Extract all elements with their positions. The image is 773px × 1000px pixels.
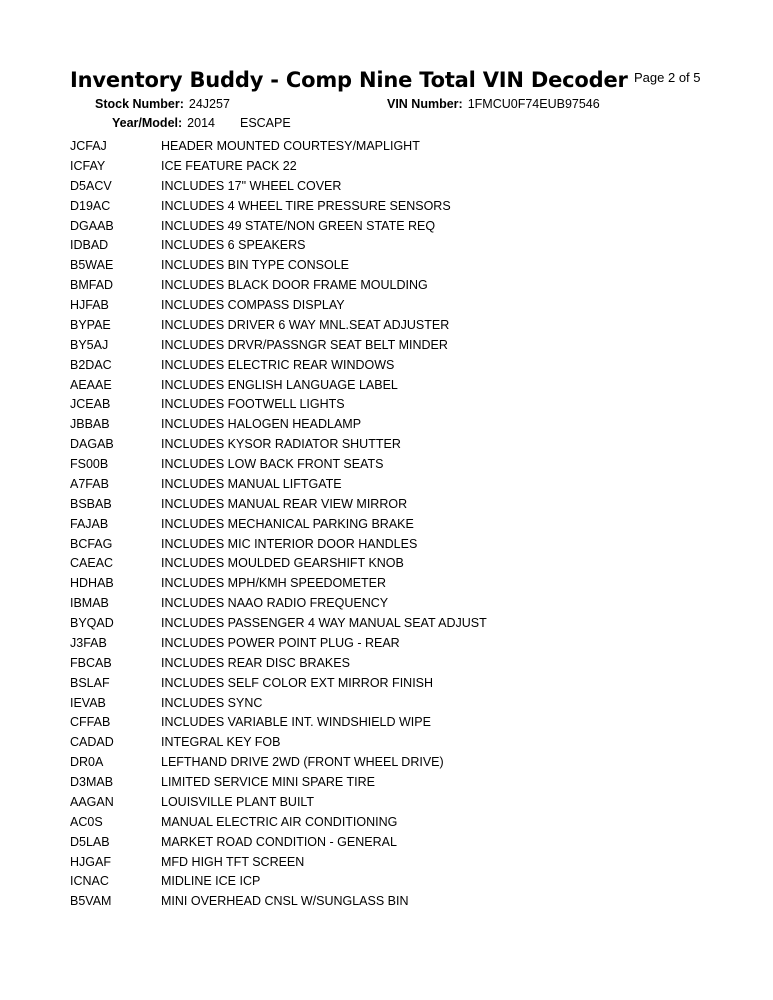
option-row — [70, 177, 487, 197]
option-description: MANUAL ELECTRIC AIR CONDITIONING — [161, 814, 398, 829]
option-code-list — [70, 137, 487, 912]
option-description: INTEGRAL KEY FOB — [161, 735, 281, 750]
option-description: LEFTHAND DRIVE 2WD (FRONT WHEEL DRIVE) — [161, 755, 444, 770]
option-code: D5LAB — [70, 834, 110, 849]
option-row — [70, 535, 487, 555]
option-description: INCLUDES LOW BACK FRONT SEATS — [161, 457, 384, 471]
year-value: 2014 — [187, 116, 215, 130]
option-description: INCLUDES VARIABLE INT. WINDSHIELD WIPE — [161, 715, 431, 730]
option-description: ICE FEATURE PACK 22 — [161, 158, 297, 173]
option-code: D3MAB — [70, 775, 114, 789]
stock-number — [95, 97, 230, 111]
vin-number-value: 1FMCU0F74EUB97546 — [467, 97, 600, 111]
option-description: INCLUDES POWER POINT PLUG - REAR — [161, 635, 400, 650]
option-row — [70, 376, 487, 396]
option-description: LOUISVILLE PLANT BUILT — [161, 794, 315, 809]
option-description: INCLUDES KYSOR RADIATOR SHUTTER — [161, 437, 401, 452]
option-code: IEVAB — [70, 695, 106, 710]
option-description: INCLUDES 6 SPEAKERS — [161, 238, 306, 253]
option-row — [70, 256, 487, 276]
option-code: JBBAB — [70, 417, 110, 432]
option-row — [70, 713, 487, 733]
option-description: HEADER MOUNTED COURTESY/MAPLIGHT — [161, 139, 420, 153]
option-description: INCLUDES DRIVER 6 WAY MNL.SEAT ADJUSTER — [161, 317, 450, 332]
option-row — [70, 654, 487, 674]
option-row — [70, 395, 487, 415]
option-description: INCLUDES DRVR/PASSNGR SEAT BELT MINDER — [161, 337, 448, 352]
option-code: FBCAB — [70, 655, 112, 670]
option-code: DR0A — [70, 755, 104, 770]
option-description: INCLUDES 49 STATE/NON GREEN STATE REQ — [161, 218, 436, 233]
option-code: ICNAC — [70, 874, 109, 889]
option-row — [70, 336, 487, 356]
stock-number-value: 24J257 — [188, 97, 230, 111]
option-description: MFD HIGH TFT SCREEN — [161, 854, 305, 869]
option-code: CFFAB — [70, 715, 111, 730]
stock-number-label: Stock Number: — [95, 97, 184, 111]
vin-number — [387, 97, 600, 111]
option-row — [70, 455, 487, 475]
option-code: BY5AJ — [70, 337, 109, 352]
option-row — [70, 554, 487, 574]
option-row — [70, 753, 487, 773]
option-row — [70, 793, 487, 813]
option-description: INCLUDES SYNC — [161, 695, 263, 710]
model-value: ESCAPE — [239, 116, 291, 130]
option-row — [70, 813, 487, 833]
option-description: MARKET ROAD CONDITION - GENERAL — [161, 834, 397, 849]
option-row — [70, 892, 487, 912]
option-code: A7FAB — [70, 476, 109, 491]
option-row — [70, 733, 487, 753]
option-row — [70, 236, 487, 256]
option-code: BSBAB — [70, 496, 112, 511]
option-code: BYPAE — [70, 317, 111, 332]
option-code: BSLAF — [70, 675, 110, 690]
year-model — [112, 116, 291, 130]
page-number: Page 2 of 5 — [634, 70, 701, 85]
option-code: HDHAB — [70, 576, 114, 591]
document-title: Inventory Buddy - Comp Nine Total VIN Decoder — [70, 68, 628, 92]
option-description: INCLUDES ELECTRIC REAR WINDOWS — [161, 357, 395, 372]
option-description: INCLUDES MECHANICAL PARKING BRAKE — [161, 516, 414, 531]
option-row — [70, 435, 487, 455]
option-code: JCEAB — [70, 397, 111, 412]
option-code: DGAAB — [70, 218, 114, 233]
option-description: LIMITED SERVICE MINI SPARE TIRE — [161, 775, 375, 789]
option-code: ICFAY — [70, 158, 106, 173]
option-row — [70, 674, 487, 694]
option-row — [70, 197, 487, 217]
option-code: CADAD — [70, 735, 114, 750]
option-description: INCLUDES FOOTWELL LIGHTS — [161, 397, 345, 412]
option-row — [70, 872, 487, 892]
option-row — [70, 515, 487, 535]
option-row — [70, 833, 487, 853]
option-code: CAEAC — [70, 556, 114, 571]
option-code: AEAAE — [70, 377, 112, 392]
option-description: INCLUDES ENGLISH LANGUAGE LABEL — [161, 377, 398, 392]
option-code: B2DAC — [70, 357, 112, 372]
option-row — [70, 296, 487, 316]
option-description: INCLUDES MIC INTERIOR DOOR HANDLES — [161, 536, 418, 551]
option-row — [70, 316, 487, 336]
option-code: FAJAB — [70, 516, 109, 531]
option-code: B5VAM — [70, 894, 112, 909]
option-description: INCLUDES BIN TYPE CONSOLE — [161, 258, 350, 273]
option-row — [70, 415, 487, 435]
year-model-label: Year/Model: — [112, 116, 183, 130]
option-description: INCLUDES 4 WHEEL TIRE PRESSURE SENSORS — [161, 198, 451, 213]
option-description: INCLUDES SELF COLOR EXT MIRROR FINISH — [161, 675, 434, 690]
vin-number-label: VIN Number: — [387, 97, 463, 111]
option-description: INCLUDES MANUAL LIFTGATE — [161, 476, 342, 491]
option-row — [70, 217, 487, 237]
option-description: INCLUDES NAAO RADIO FREQUENCY — [161, 596, 389, 611]
option-row — [70, 276, 487, 296]
option-description: INCLUDES MANUAL REAR VIEW MIRROR — [161, 496, 408, 511]
option-code: HJFAB — [70, 298, 109, 312]
option-description: INCLUDES MPH/KMH SPEEDOMETER — [161, 576, 387, 591]
option-description: INCLUDES COMPASS DISPLAY — [161, 298, 345, 312]
option-row — [70, 773, 487, 793]
option-code: JCFAJ — [70, 139, 107, 153]
option-row — [70, 356, 487, 376]
option-code: IDBAD — [70, 238, 109, 253]
option-row — [70, 853, 487, 873]
option-description: INCLUDES 17" WHEEL COVER — [161, 178, 342, 193]
option-code: BMFAD — [70, 278, 114, 293]
option-code: B5WAE — [70, 258, 114, 273]
option-row — [70, 574, 487, 594]
option-code: D5ACV — [70, 178, 112, 193]
option-code: DAGAB — [70, 437, 114, 452]
option-row — [70, 157, 487, 177]
option-row — [70, 594, 487, 614]
option-code: HJGAF — [70, 854, 111, 869]
option-description: INCLUDES MOULDED GEARSHIFT KNOB — [161, 556, 404, 571]
option-description: INCLUDES HALOGEN HEADLAMP — [161, 417, 362, 432]
option-code: IBMAB — [70, 596, 109, 611]
option-description: INCLUDES BLACK DOOR FRAME MOULDING — [161, 278, 428, 293]
option-row — [70, 475, 487, 495]
option-code: BYQAD — [70, 616, 114, 630]
option-code: AC0S — [70, 814, 103, 829]
option-code: AAGAN — [70, 794, 114, 809]
option-row — [70, 137, 487, 157]
option-row — [70, 495, 487, 515]
option-code: J3FAB — [70, 635, 107, 650]
option-description: INCLUDES REAR DISC BRAKES — [161, 655, 350, 670]
option-description: MINI OVERHEAD CNSL W/SUNGLASS BIN — [161, 894, 409, 909]
option-code: BCFAG — [70, 536, 113, 551]
option-row — [70, 694, 487, 714]
option-row — [70, 614, 487, 634]
option-code: FS00B — [70, 457, 109, 471]
option-row — [70, 634, 487, 654]
option-description: MIDLINE ICE ICP — [161, 874, 261, 889]
option-description: INCLUDES PASSENGER 4 WAY MANUAL SEAT ADJUST — [161, 616, 487, 630]
option-code: D19AC — [70, 198, 111, 213]
